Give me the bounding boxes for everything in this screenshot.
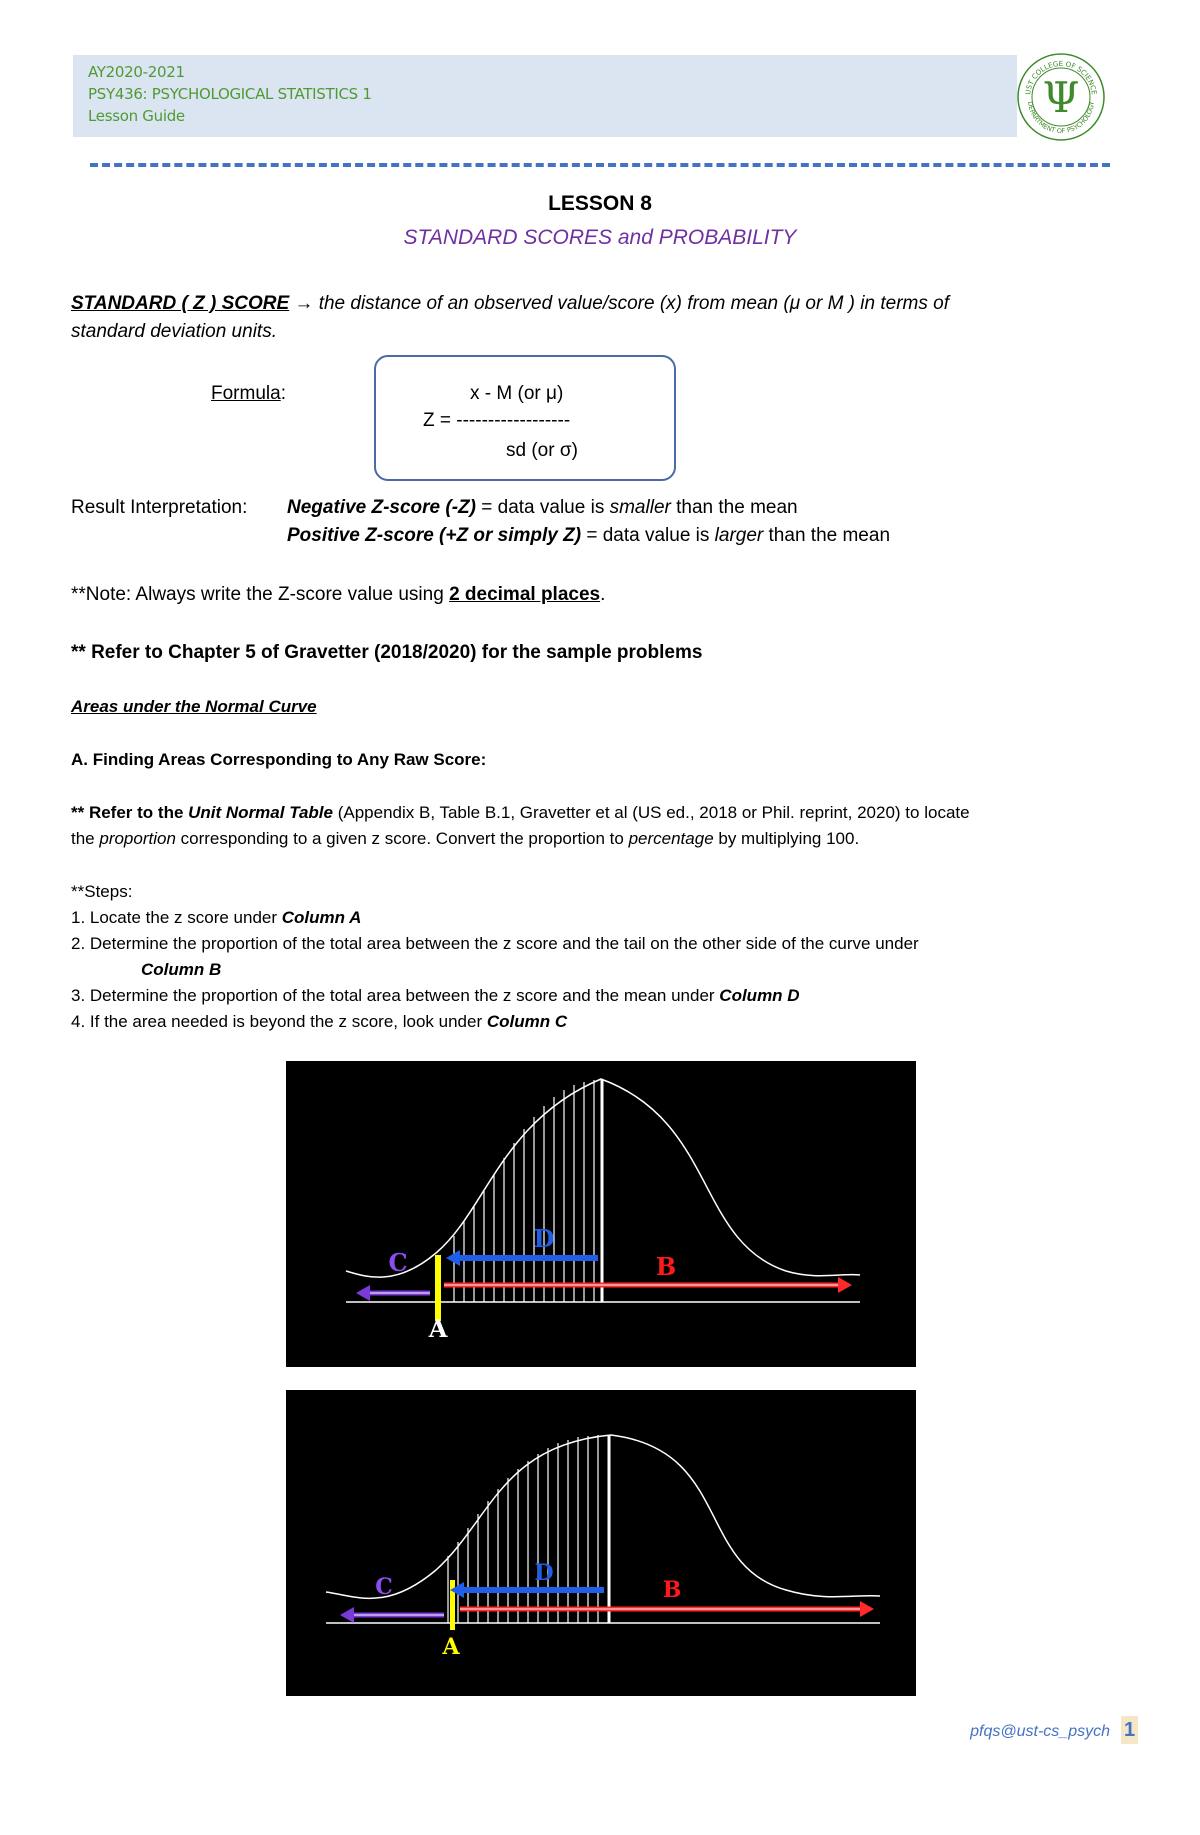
shaded-area-lines (454, 1079, 602, 1302)
arrow-c-head (340, 1607, 354, 1623)
step-2: 2. Determine the proportion of the total area between the z score and the tail on the other side of the curve under (71, 934, 919, 953)
label-c: C (375, 1574, 393, 1600)
psi-icon: Ψ (1042, 73, 1080, 122)
lesson-title: LESSON 8 (548, 192, 652, 215)
z-score-marker (435, 1255, 441, 1321)
step-3: 3. Determine the proportion of the total area between the z score and the mean under Column D (71, 986, 800, 1005)
areas-heading: Areas under the Normal Curve (71, 697, 317, 716)
arrow-b-head (860, 1601, 874, 1617)
definition-text: the distance of an observed value/score (x) from mean (μ or M ) in terms of (313, 293, 949, 314)
step-1: 1. Locate the z score under Column A (71, 908, 362, 927)
step-2-cont: Column B (141, 960, 222, 979)
label-a: A (442, 1634, 460, 1660)
normal-curve-figure-2 (286, 1390, 916, 1696)
arrow-right-icon: → (294, 293, 314, 314)
label-d: D (533, 1224, 555, 1253)
arrow-b-head (838, 1277, 852, 1293)
header-divider (90, 163, 1110, 167)
label-b: B (662, 1577, 682, 1603)
interpretation-label: Result Interpretation: (71, 497, 248, 518)
department-logo (1016, 52, 1106, 142)
page-number: 1 (1121, 1716, 1138, 1744)
label-a: A (428, 1314, 448, 1343)
steps-heading: **Steps: (71, 882, 133, 901)
definition-term: STANDARD ( Z ) SCORE (71, 293, 290, 314)
formula-numerator: x - M (or μ) (470, 383, 564, 404)
unit-table-note: ** Refer to the Unit Normal Table (Appendix B, Table B.1, Gravetter et al (US ed., 2018 or Phil. reprint, 2020) to locate the proportion corresponding to a given z score. Convert the proportion to percentage by multiplying 100. (71, 803, 970, 848)
header-doc-type: Lesson Guide (88, 107, 185, 125)
header-course: PSY436: PSYCHOLOGICAL STATISTICS 1 (88, 85, 372, 103)
logo-text-top: UST COLLEGE OF SCIENCE (1024, 59, 1098, 96)
refer-note: ** Refer to Chapter 5 of Gravetter (2018/2020) for the sample problems (71, 642, 703, 663)
label-c: C (388, 1248, 408, 1277)
lesson-subtitle: STANDARD SCORES and PROBABILITY (403, 226, 797, 249)
header-academic-year: AY2020-2021 (88, 63, 185, 81)
z-score-marker (450, 1580, 455, 1630)
definition-text-cont: standard deviation units. (71, 321, 277, 342)
normal-curve (326, 1435, 880, 1598)
formula-label: Formula: (211, 383, 286, 404)
decimal-note: **Note: Always write the Z-score value using 2 decimal places. (71, 584, 606, 605)
section-a-heading: A. Finding Areas Corresponding to Any Raw Score: (71, 750, 487, 769)
arrow-c-head (356, 1285, 370, 1301)
formula-denominator: sd (or σ) (506, 440, 578, 461)
footer-email: pfqs@ust-cs_psych (970, 1723, 1110, 1740)
shaded-area-lines (448, 1435, 609, 1623)
arrow-d-head (446, 1250, 460, 1266)
logo-text-bottom: DEPARTMENT OF PSYCHOLOGY (1025, 100, 1097, 136)
normal-curve-figure-1 (286, 1061, 916, 1367)
step-4: 4. If the area needed is beyond the z score, look under Column C (71, 1012, 568, 1031)
label-b: B (655, 1252, 677, 1281)
negative-z-line: Negative Z-score (-Z) = data value is smaller than the mean (287, 497, 798, 518)
formula-equals-line: Z = ------------------ (423, 410, 571, 431)
positive-z-line: Positive Z-score (+Z or simply Z) = data value is larger than the mean (287, 525, 891, 546)
z-score-definition (71, 290, 1111, 346)
label-d: D (534, 1560, 554, 1586)
